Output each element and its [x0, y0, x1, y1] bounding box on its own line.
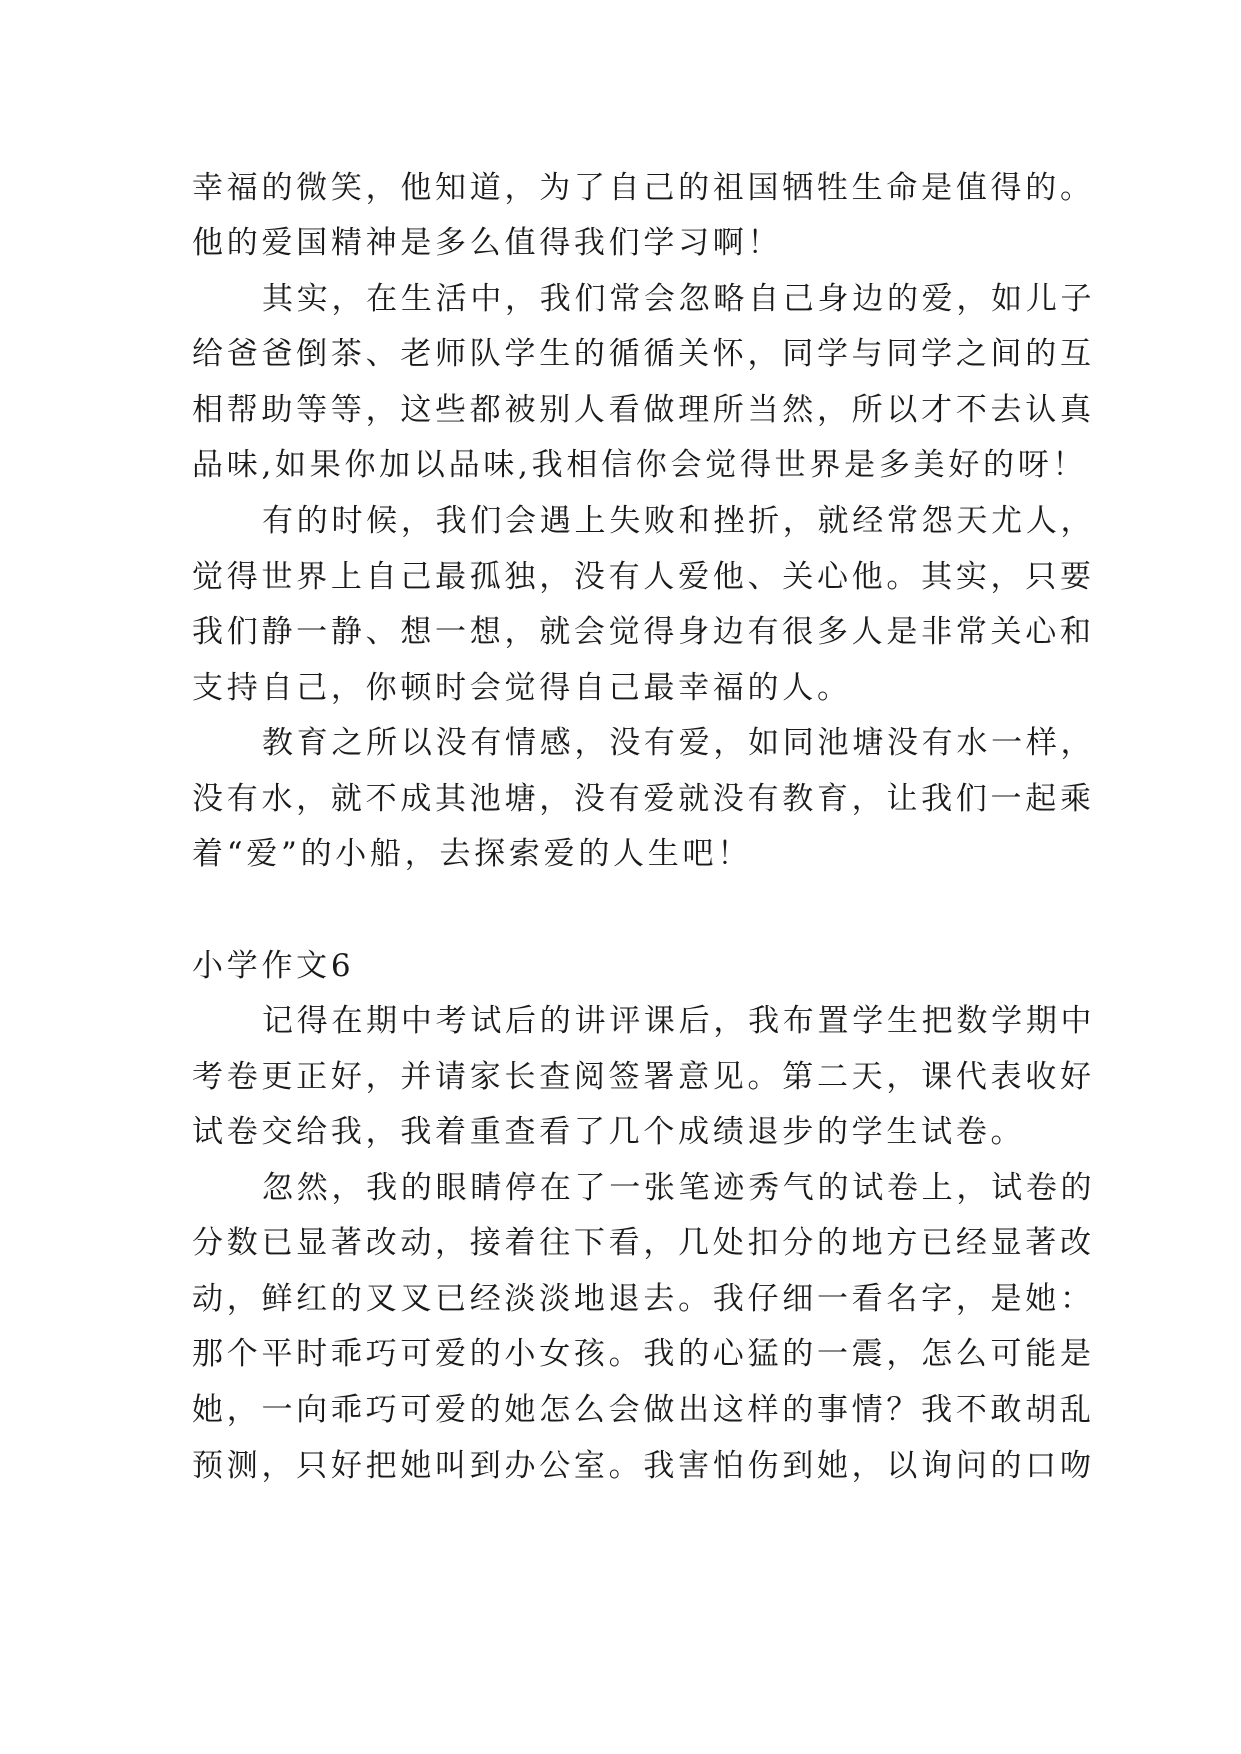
- paragraph-3-line-4: 支持自己，你顿时会觉得自己最幸福的人。: [192, 670, 852, 706]
- paragraph-3-line-1: 有的时候，我们会遇上失败和挫折，就经常怨天尤人，: [262, 503, 1096, 539]
- paragraph-6-line-6: 预测，只好把她叫到办公室。我害怕伤到她，以询问的口吻: [192, 1448, 1095, 1484]
- paragraph-5-line-3: 试卷交给我，我着重查看了几个成绩退步的学生试卷。: [192, 1114, 1026, 1150]
- section-title: 小学作文6: [192, 948, 355, 984]
- paragraph-2-line-3: 相帮助等等，这些都被别人看做理所当然，所以才不去认真: [192, 392, 1095, 428]
- paragraph-3-line-2: 觉得世界上自己最孤独，没有人爱他、关心他。其实，只要: [192, 559, 1095, 595]
- paragraph-2-line-4: 品味,如果你加以品味,我相信你会觉得世界是多美好的呀！: [192, 447, 1088, 483]
- paragraph-1-line-1: 幸福的微笑，他知道，为了自己的祖国牺牲生命是值得的。: [192, 170, 1095, 206]
- paragraph-6-line-1: 忽然，我的眼睛停在了一张笔迹秀气的试卷上，试卷的: [262, 1170, 1096, 1206]
- paragraph-6-line-4: 那个平时乖巧可爱的小女孩。我的心猛的一震，怎么可能是: [192, 1336, 1095, 1372]
- paragraph-4-line-1: 教育之所以没有情感，没有爱，如同池塘没有水一样，: [262, 725, 1096, 761]
- paragraph-3-line-3: 我们静一静、想一想，就会觉得身边有很多人是非常关心和: [192, 614, 1095, 650]
- paragraph-6-line-3: 动，鲜红的叉叉已经淡淡地退去。我仔细一看名字，是她：: [192, 1281, 1095, 1317]
- paragraph-2-line-1: 其实，在生活中，我们常会忽略自己身边的爱，如儿子: [262, 281, 1096, 317]
- paragraph-2-line-2: 给爸爸倒茶、老师队学生的循循关怀，同学与同学之间的互: [192, 336, 1095, 372]
- paragraph-6-line-5: 她，一向乖巧可爱的她怎么会做出这样的事情？我不敢胡乱: [192, 1392, 1095, 1428]
- paragraph-6-line-2: 分数已显著改动，接着往下看，几处扣分的地方已经显著改: [192, 1225, 1095, 1261]
- paragraph-5-line-2: 考卷更正好，并请家长查阅签署意见。第二天，课代表收好: [192, 1059, 1095, 1095]
- paragraph-4-line-3: 着“爱”的小船，去探索爱的人生吧！: [192, 836, 752, 872]
- paragraph-4-line-2: 没有水，就不成其池塘，没有爱就没有教育，让我们一起乘: [192, 781, 1095, 817]
- paragraph-1-line-2: 他的爱国精神是多么值得我们学习啊！: [192, 225, 783, 261]
- paragraph-5-line-1: 记得在期中考试后的讲评课后，我布置学生把数学期中: [262, 1003, 1096, 1039]
